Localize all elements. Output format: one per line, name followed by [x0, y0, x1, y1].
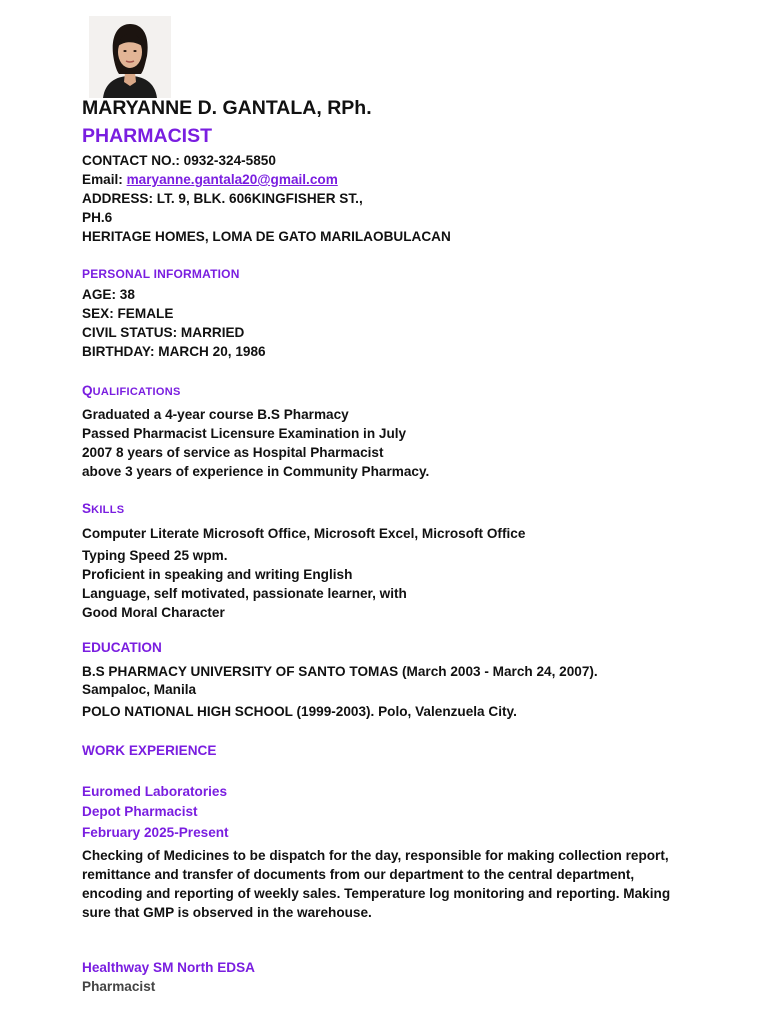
personal-birthday: BIRTHDAY: MARCH 20, 1986	[82, 344, 266, 359]
work-experience-heading: WORK EXPERIENCE	[82, 743, 217, 758]
personal-info-heading: PERSONAL INFORMATION	[82, 267, 240, 281]
education-heading: EDUCATION	[82, 640, 162, 655]
address-line-1: ADDRESS: LT. 9, BLK. 606KINGFISHER ST.,	[82, 191, 363, 206]
job-dates: February 2025-Present	[82, 825, 229, 840]
address-line-2: PH.6	[82, 210, 113, 225]
candidate-name: MARYANNE D. GANTALA, RPh.	[82, 97, 372, 119]
skill-item: Language, self motivated, passionate learner, with	[82, 586, 407, 601]
job-title: PHARMACIST	[82, 125, 212, 147]
education-item: Sampaloc, Manila	[82, 682, 197, 697]
email-row	[82, 170, 338, 189]
job-position: Pharmacist	[82, 979, 156, 994]
personal-civil-status: CIVIL STATUS: MARRIED	[82, 325, 245, 340]
skill-item: Computer Literate Microsoft Office, Microsoft Excel, Microsoft Office	[82, 526, 526, 541]
job-company: Euromed Laboratories	[82, 784, 228, 799]
job-position: Depot Pharmacist	[82, 804, 198, 819]
profile-photo	[89, 16, 171, 98]
personal-age: AGE: 38	[82, 287, 135, 302]
qualification-item: 2007 8 years of service as Hospital Pharmacist	[82, 445, 384, 460]
job-description: Checking of Medicines to be dispatch for the day, responsible for making collection report, remittance and transfer of documents from our department to the central department, encoding and reporting of weekly sales. Temperature log monitoring and reporting. Making sure that GMP is observed in the warehouse.	[82, 848, 671, 920]
skill-item: Good Moral Character	[82, 605, 225, 620]
personal-sex: SEX: FEMALE	[82, 306, 174, 321]
education-item: B.S PHARMACY UNIVERSITY OF SANTO TOMAS (March 2003 - March 24, 2007).	[82, 664, 598, 679]
skill-item: Proficient in speaking and writing English	[82, 567, 353, 582]
education-item: POLO NATIONAL HIGH SCHOOL (1999-2003). Polo, Valenzuela City.	[82, 704, 517, 719]
skill-item: Typing Speed 25 wpm.	[82, 548, 228, 563]
qualification-item: Passed Pharmacist Licensure Examination in July	[82, 426, 407, 441]
qualifications-heading: QUALIFICATIONS	[82, 383, 181, 398]
contact-number: CONTACT NO.: 0932-324-5850	[82, 153, 276, 168]
email-link[interactable]: maryanne.gantala20@gmail.com	[126, 172, 338, 187]
qualification-item: Graduated a 4-year course B.S Pharmacy	[82, 407, 349, 422]
address-line-3: HERITAGE HOMES, LOMA DE GATO MARILAOBULACAN	[82, 229, 451, 244]
job-company: Healthway SM North EDSA	[82, 960, 255, 975]
email-label: Email:	[82, 172, 127, 187]
qualification-item: above 3 years of experience in Community Pharmacy.	[82, 464, 430, 479]
skills-heading: SKILLS	[82, 501, 125, 516]
